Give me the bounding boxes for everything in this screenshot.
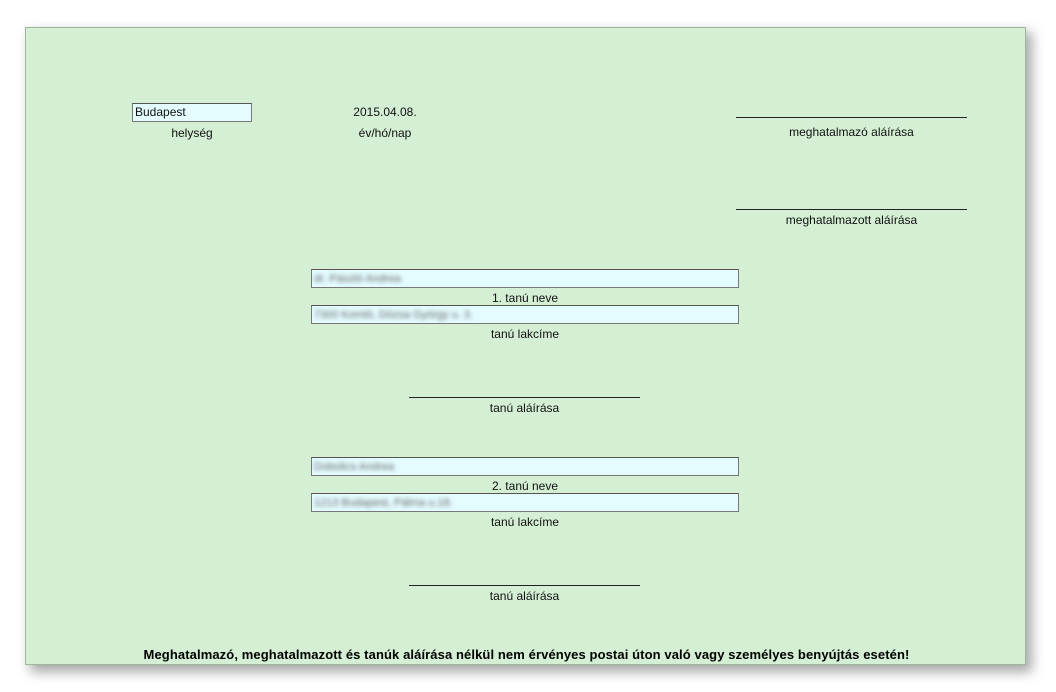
date-value: 2015.04.08.: [353, 105, 417, 119]
witness1-signature-label: tanú aláírása: [489, 401, 560, 415]
witness1-name-label: 1. tanú neve: [491, 291, 559, 305]
place-label: helység: [171, 126, 213, 140]
place-input[interactable]: Budapest: [132, 103, 252, 122]
validity-notice: Meghatalmazó, meghatalmazott és tanúk aláírása nélkül nem érvényes postai úton való vagy személyes benyújtás esetén!: [143, 647, 910, 662]
agent-signature-label: meghatalmazott aláírása: [785, 213, 918, 227]
principal-signature-label: meghatalmazó aláírása: [789, 125, 914, 139]
principal-signature-line: [736, 117, 967, 118]
witness2-name-label: 2. tanú neve: [491, 479, 559, 493]
witness2-name-input[interactable]: [311, 457, 739, 476]
witness1-signature-line: [409, 397, 640, 398]
witness2-address-value: 1213 Budapest, Pálma u.18.: [314, 497, 453, 509]
witness1-name-input[interactable]: [311, 269, 739, 288]
witness2-name-value: Dobolics Andrea: [314, 461, 395, 473]
witness1-address-value: 7300 Komló, Dózsa György u. 3.: [314, 309, 473, 321]
witness1-address-label: tanú lakcíme: [490, 327, 560, 341]
date-label: év/hó/nap: [358, 126, 412, 140]
witness2-address-input[interactable]: [311, 493, 739, 512]
witness2-signature-line: [409, 585, 640, 586]
witness1-address-input[interactable]: [311, 305, 739, 324]
agent-signature-line: [736, 209, 967, 210]
authorization-form-panel: [25, 27, 1026, 665]
witness2-address-label: tanú lakcíme: [490, 515, 560, 529]
witness1-name-value: dr. Pásztó Andrea: [314, 273, 401, 285]
witness2-signature-label: tanú aláírása: [489, 589, 560, 603]
